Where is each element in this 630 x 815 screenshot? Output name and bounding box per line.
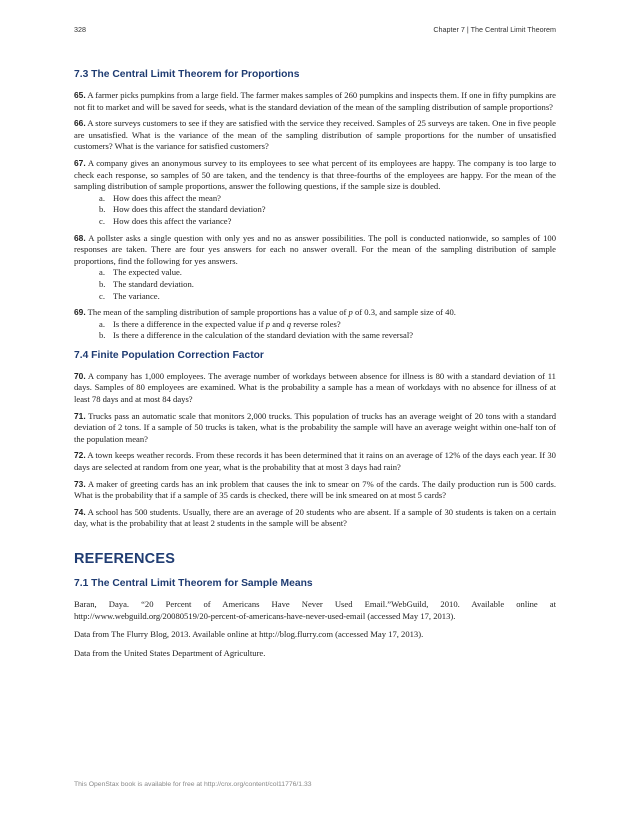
exercise-text: A pollster asks a single question with only yes and no as answer possibilities. The poll is conducted nationwide, so samples of 100 responses are taken. There are four yes answers for each no answer overall. For the mean of the sampling distribution of sample proportions, find the following for yes answers. (74, 232, 556, 266)
exercise-text: Trucks pass an automatic scale that monitors 2,000 trucks. This population of trucks has an average weight of 20 tons with a standard deviation of 2 tons. If a sample of 50 trucks is taken, what is the probability the sample will have an average weight within one-half ton of the population mean? (74, 410, 556, 444)
item-text: Is there a difference in the calculation of the standard deviation with the same reversal? (113, 330, 414, 341)
list-item (99, 290, 556, 303)
exercise-text: of 0.3, and sample size of 40. (352, 307, 456, 318)
reference-entry: Data from The Flurry Blog, 2013. Available online at http://blog.flurry.com (accessed May 17, 2013). (74, 629, 424, 640)
item-text: How does this affect the variance? (113, 215, 232, 226)
item-text: and (270, 318, 287, 329)
list-item (99, 192, 556, 205)
reference-entry: Baran, Daya. “20 Percent of Americans Have Never Used Email.”WebGuild, 2010. Available online at http://www.webguild.org/20080519/20-percent-of-americans-have-never-used-email (accessed May 17, 2013). (74, 599, 556, 621)
page-footer: This OpenStax book is available for free at http://cnx.org/content/col11776/1.33 (74, 781, 312, 788)
list-item (99, 215, 556, 228)
exercise-72 (74, 450, 556, 473)
item-letter: c. (99, 290, 105, 301)
exercise-text: The mean of the sampling distribution of sample proportions has a value of (87, 307, 349, 318)
reference-entry: Data from the United States Department of Agriculture. (74, 647, 266, 658)
exercise-text: A farmer picks pumpkins from a large field. The farmer makes samples of 260 pumpkins and inspects them. If one in fifty pumpkins are not fit to market and will be saved for seeds, what is the standard deviation of the mean of the sampling distribution of sample proportions? (74, 90, 556, 112)
references-heading: REFERENCES (74, 551, 176, 567)
item-letter: a. (99, 267, 105, 278)
exercise-number: 69. (74, 307, 86, 318)
list-item (99, 318, 556, 331)
item-text: The expected value. (113, 267, 182, 278)
exercise-68-subitems (74, 267, 556, 302)
item-text: The standard deviation. (113, 278, 194, 289)
exercise-text: A town keeps weather records. From these records it has been determined that it rains on an average of 12% of the days each year. If 30 days are selected at random from one year, what is the probability that at most 3 days had rain? (74, 450, 556, 473)
exercise-number: 72. (74, 450, 86, 461)
item-letter: b. (99, 278, 106, 289)
exercise-65 (74, 90, 556, 113)
page-content (74, 68, 556, 666)
item-letter: c. (99, 215, 105, 226)
item-text: Is there a difference in the expected value if (113, 318, 266, 329)
exercise-74 (74, 507, 556, 530)
item-text: How does this affect the mean? (113, 192, 221, 203)
page-number: 328 (74, 25, 86, 34)
exercise-68 (74, 233, 556, 268)
variable-p: p (265, 318, 271, 329)
item-letter: a. (99, 192, 105, 203)
exercise-66 (74, 118, 556, 153)
exercise-number: 74. (74, 506, 86, 517)
exercise-number: 68. (74, 232, 86, 243)
exercise-number: 70. (74, 370, 86, 381)
exercise-text: A maker of greeting cards has an ink problem that causes the ink to smear on 7% of the cards. The daily production run is 500 cards. What is the probability that if a sample of 35 cards is checked, there will be ink smeared on at most 5 cards? (74, 478, 556, 501)
variable-q: q (286, 318, 292, 329)
exercise-70 (74, 371, 556, 406)
exercise-number: 73. (74, 478, 86, 489)
exercise-67-subitems (74, 193, 556, 228)
exercise-number: 67. (74, 157, 86, 168)
exercise-number: 66. (74, 118, 86, 129)
item-letter: b. (99, 330, 106, 341)
section-7-3-title: 7.3 The Central Limit Theorem for Proportions (74, 69, 300, 80)
item-text: reverse roles? (291, 318, 341, 329)
exercise-73 (74, 479, 556, 502)
exercise-text: A company has 1,000 employees. The average number of workdays between absence for illness is 80 with a standard deviation of 11 days. Samples of 80 employees are examined. What is the probability a sample has a mean of workdays with no absence for illness of at least 78 days and at most 84 days? (74, 370, 556, 405)
exercise-69 (74, 307, 556, 319)
item-letter: a. (99, 318, 105, 329)
exercise-69-subitems (74, 319, 556, 342)
list-item (99, 330, 556, 342)
exercise-number: 65. (74, 90, 86, 100)
item-letter: b. (99, 204, 106, 215)
exercise-71 (74, 411, 556, 446)
exercise-text: A company gives an anonymous survey to its employees to see what percent of its employees are happy. The company is too large to check each response, so samples of 50 are taken, and the tendency is that three-fourths of the employees are happy. For the mean of the sampling distribution of sample proportions, answer the following questions, if the sample size is doubled. (74, 157, 556, 192)
list-item (99, 204, 556, 216)
exercise-67 (74, 158, 556, 193)
item-text: How does this affect the standard deviation? (113, 204, 266, 215)
section-7-1-title: 7.1 The Central Limit Theorem for Sample Means (74, 578, 313, 589)
exercise-text: A store surveys customers to see if they are satisfied with the service they received. Samples of 25 surveys are taken. One in five people are unsatisfied. What is the variance of the mean of the sampling distribution of sample proportions for the number of unsatisfied customers? What is the variance for satisfied customers? (74, 118, 556, 152)
variable-p: p (348, 307, 353, 318)
exercise-number: 71. (74, 410, 86, 421)
chapter-title: Chapter 7 | The Central Limit Theorem (433, 25, 556, 34)
item-text: The variance. (113, 290, 160, 301)
section-7-4-title: 7.4 Finite Population Correction Factor (74, 349, 264, 361)
list-item (99, 267, 556, 279)
list-item (99, 278, 556, 291)
exercise-text: A school has 500 students. Usually, there are an average of 20 students who are absent. If a sample of 30 students is taken on a certain day, what is the probability that at least 2 students in the sample will be absent? (74, 506, 556, 529)
